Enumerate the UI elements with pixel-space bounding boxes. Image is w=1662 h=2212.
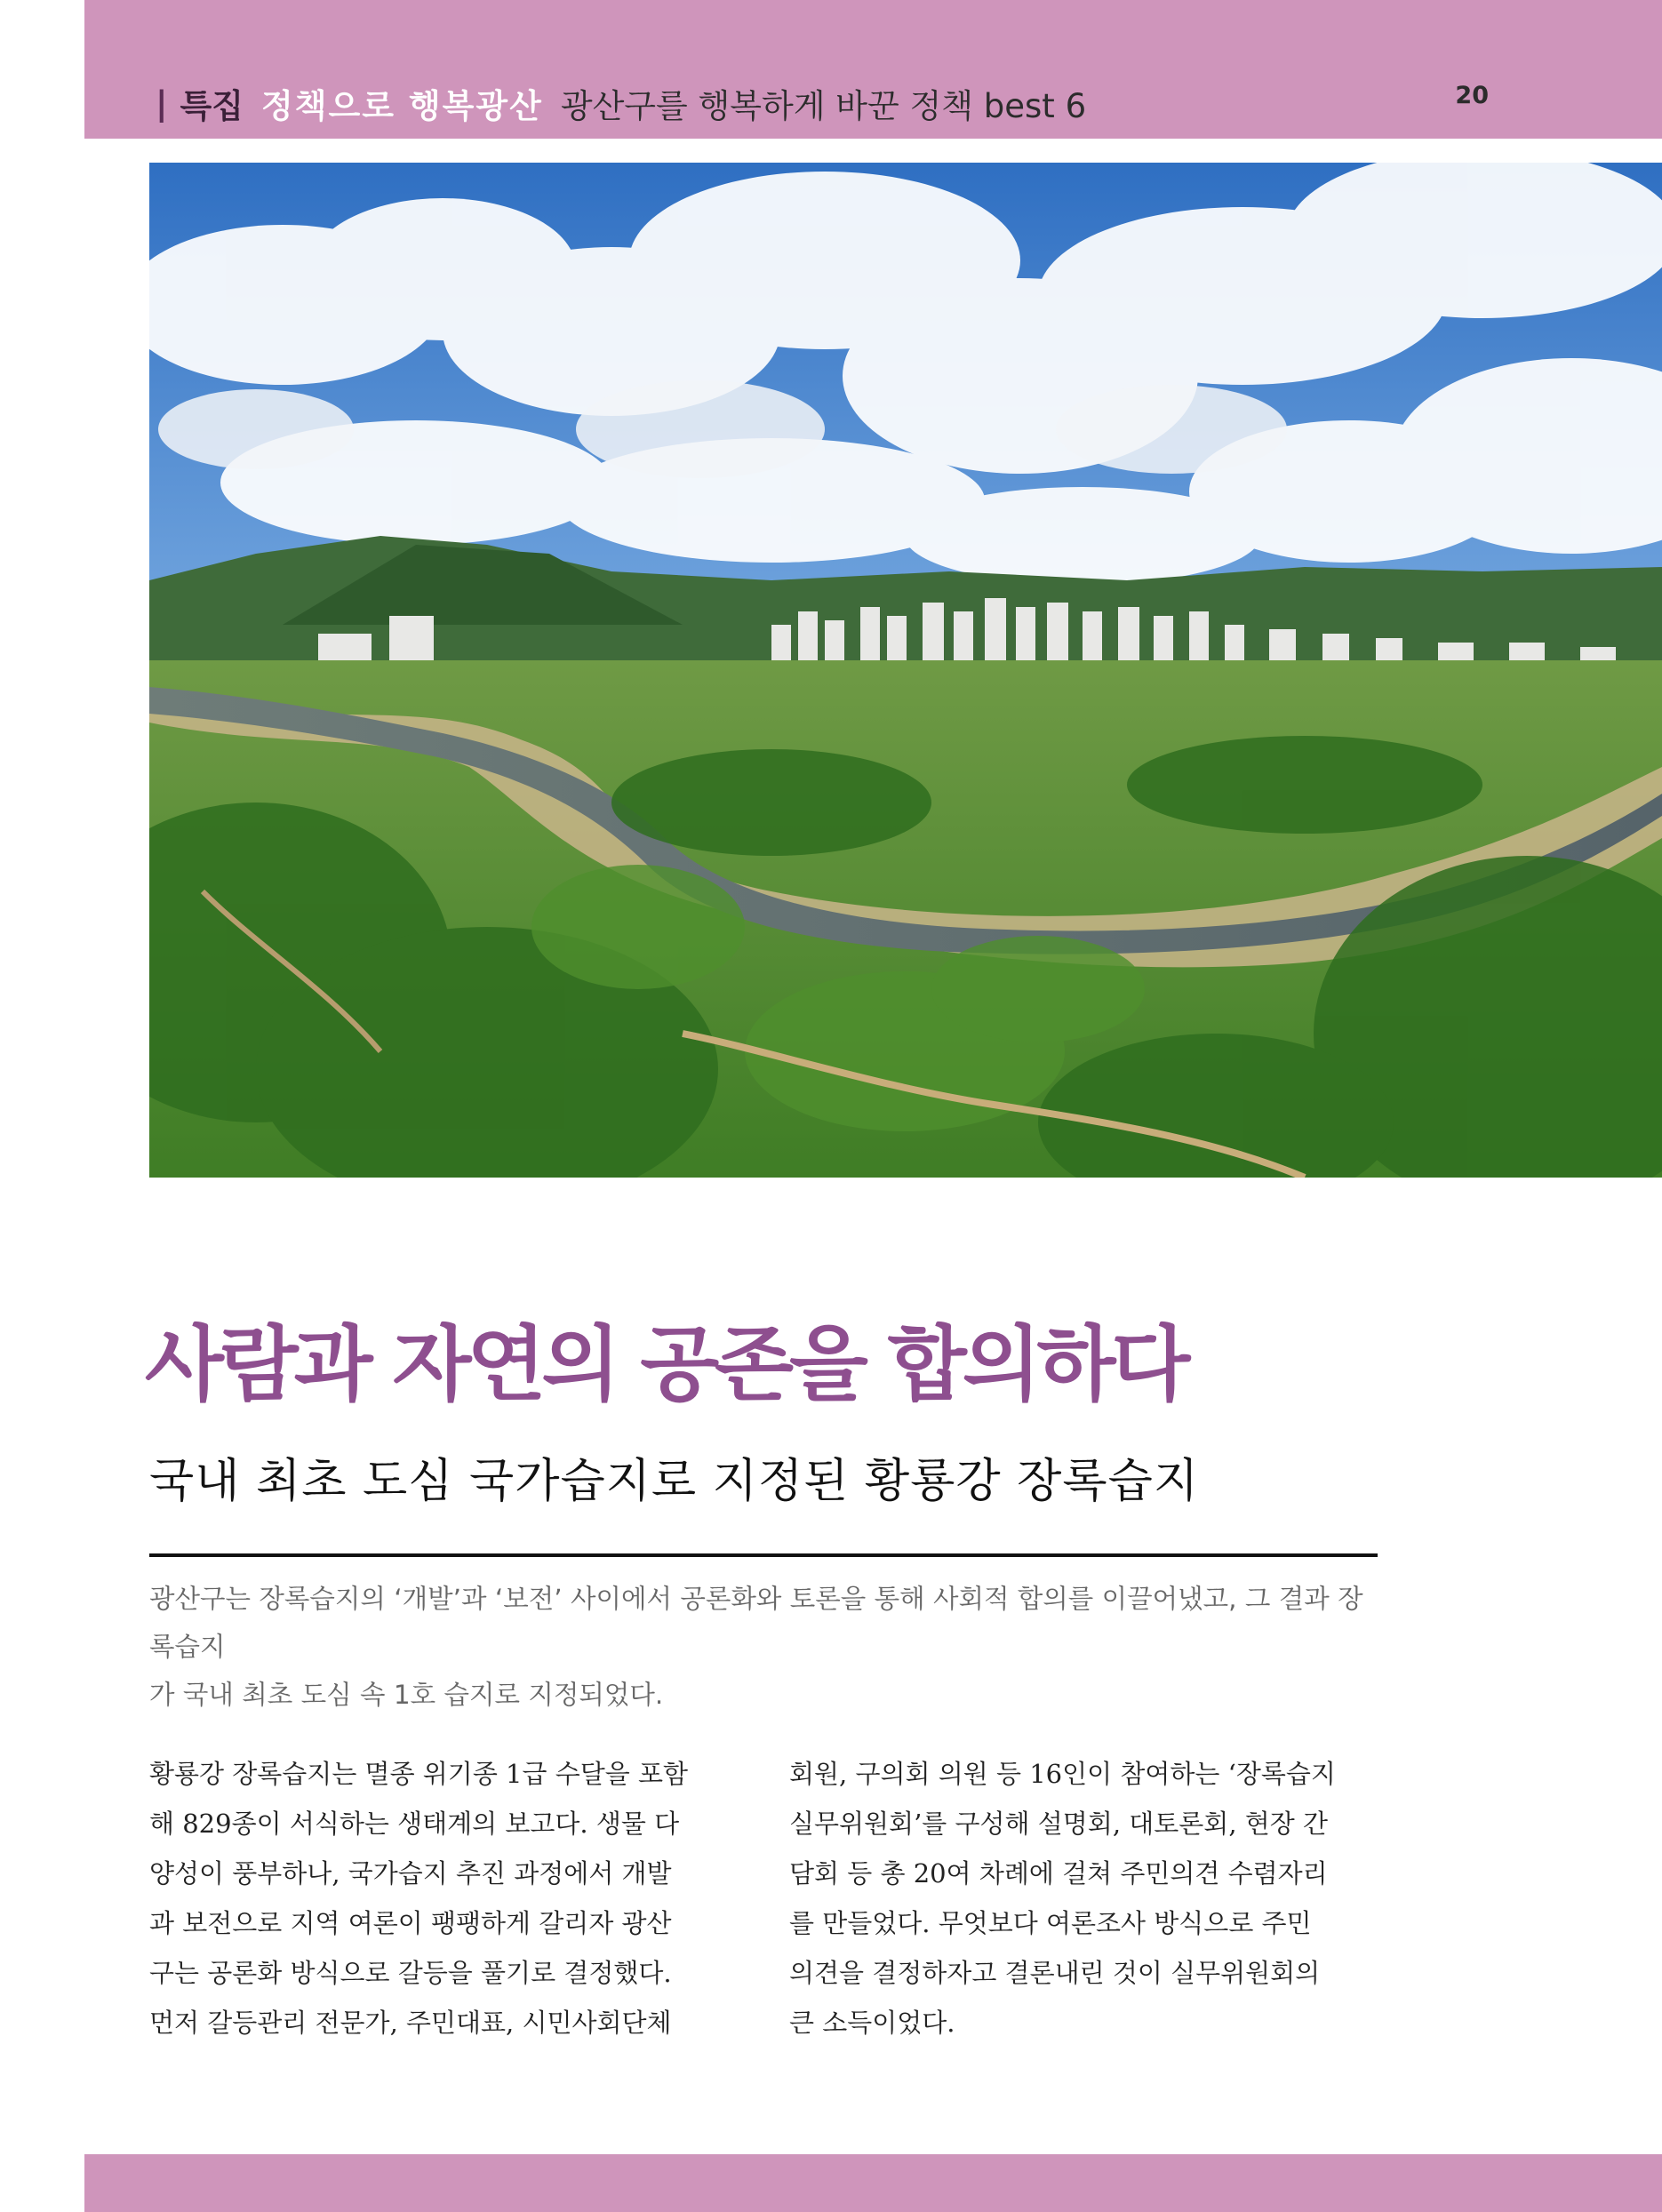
header-title: 광산구를 행복하게 바꾼 정책 best 6 <box>560 87 1087 125</box>
body-line: 먼저 갈등관리 전문가, 주민대표, 시민사회단체 <box>149 2008 672 2038</box>
body-line: 담회 등 총 20여 차례에 걸쳐 주민의견 수렴자리 <box>789 1858 1328 1889</box>
body-line: 실무위원회’를 구성해 설명회, 대토론회, 현장 간 <box>789 1809 1329 1839</box>
body-line: 과 보전으로 지역 여론이 팽팽하게 갈리자 광산 <box>149 1908 672 1938</box>
lead-line: 가 국내 최초 도심 속 1호 습지로 지정되었다. <box>149 1680 664 1710</box>
page-number: 20 <box>1455 82 1489 109</box>
header-divider: | <box>156 84 168 123</box>
subheadline: 국내 최초 도심 국가습지로 지정된 황룡강 장록습지 <box>149 1455 1200 1508</box>
body-line: 를 만들었다. 무엇보다 여론조사 방식으로 주민 <box>789 1908 1312 1938</box>
body-line: 큰 소득이었다. <box>789 2008 955 2038</box>
body-column-left <box>149 1749 736 2048</box>
divider-rule <box>149 1553 1378 1557</box>
header-section-label: 특집 <box>180 87 244 125</box>
body-line: 의견을 결정하자고 결론내린 것이 실무위원회의 <box>789 1958 1321 1988</box>
footer-band <box>84 2154 1662 2212</box>
body-line: 황룡강 장록습지는 멸종 위기종 1급 수달을 포함 <box>149 1759 689 1789</box>
header-series-label: 정책으로 행복광산 <box>261 87 543 125</box>
headline: 사람과 자연의 공존을 합의하다 <box>145 1317 1187 1412</box>
body-column-right <box>789 1749 1376 2048</box>
body-line: 양성이 풍부하나, 국가습지 추진 과정에서 개발 <box>149 1858 672 1889</box>
running-header <box>156 75 1086 132</box>
wetland-aerial-photo-icon <box>149 163 1662 1178</box>
lead-line: 광산구는 장록습지의 ‘개발’과 ‘보전’ 사이에서 공론화와 토론을 통해 사회적 합의를 이끌어냈고, 그 결과 장록습지 <box>149 1584 1363 1662</box>
lead-paragraph <box>149 1575 1385 1719</box>
body-line: 회원, 구의회 의원 등 16인이 참여하는 ‘장록습지 <box>789 1759 1336 1789</box>
body-line: 해 829종이 서식하는 생태계의 보고다. 생물 다 <box>149 1809 680 1839</box>
hero-photo <box>149 163 1662 1178</box>
body-line: 구는 공론화 방식으로 갈등을 풀기로 결정했다. <box>149 1958 672 1988</box>
